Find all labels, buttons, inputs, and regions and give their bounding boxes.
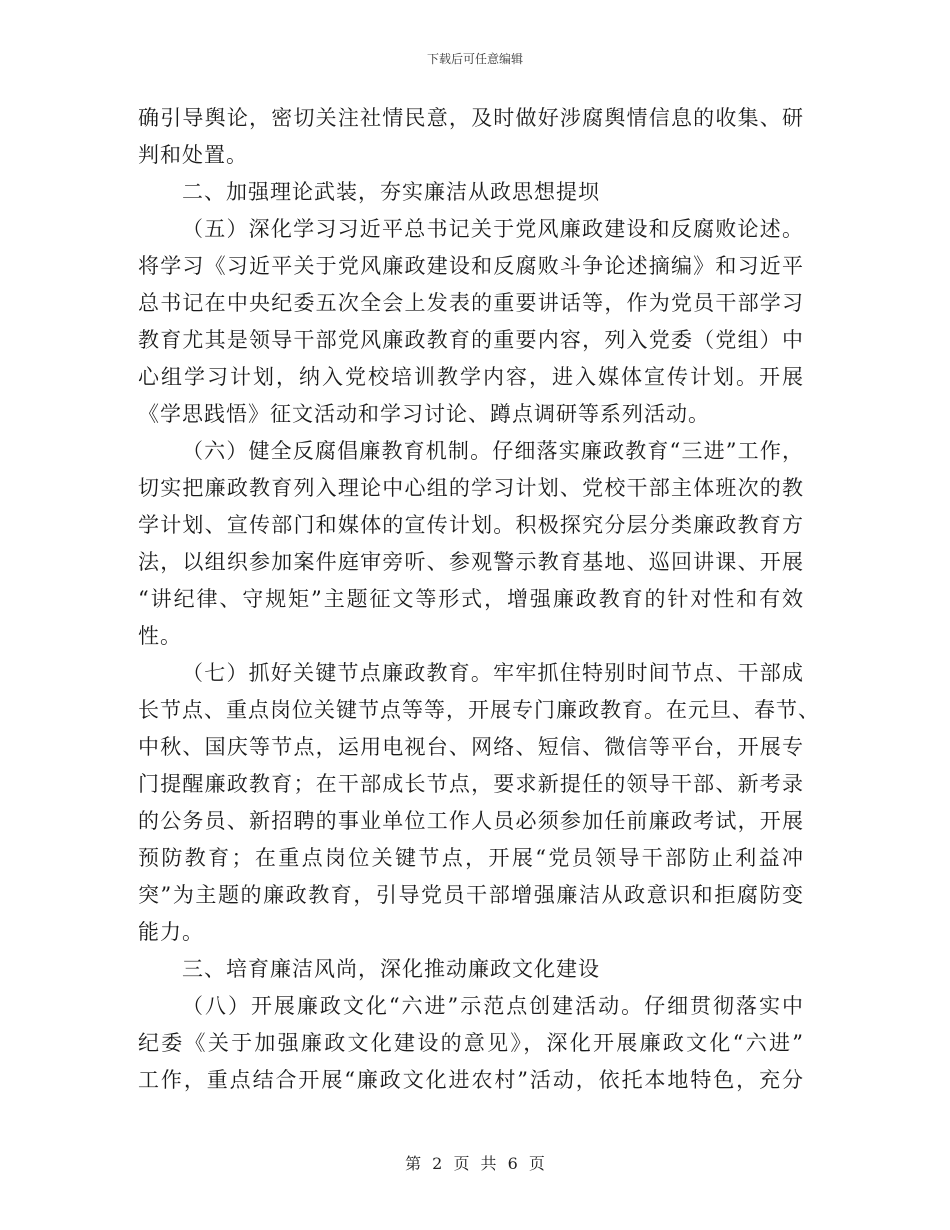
text-line: 将学习《习近平关于党风廉政建设和反腐败斗争论述摘编》和习近平 xyxy=(138,254,804,278)
text-line: 三、培育廉洁风尚，深化推动廉政文化建设 xyxy=(182,957,600,981)
page-header: 下载后可任意编辑 xyxy=(426,52,523,66)
page-number: 第 2 页 共 6 页 xyxy=(405,1154,545,1173)
text-line: 纪委《关于加强廉政文化建设的意见》，深化开展廉政文化“六进” xyxy=(138,1031,804,1055)
text-line: （五）深化学习习近平总书记关于党风廉政建设和反腐败论述。 xyxy=(182,217,804,241)
text-line: 突”为主题的廉政教育，引导党员干部增强廉洁从政意识和拒腐防变 xyxy=(138,883,804,907)
text-line: 门提醒廉政教育；在干部成长节点，要求新提任的领导干部、新考录 xyxy=(138,772,804,796)
text-line: 性。 xyxy=(138,624,182,648)
document-body xyxy=(138,100,820,1099)
text-line: 二、加强理论武装，夯实廉洁从政思想提坝 xyxy=(182,180,600,204)
text-line: 长节点、重点岗位关键节点等等，开展专门廉政教育。在元旦、春节、 xyxy=(138,698,820,722)
text-line: （八）开展廉政文化“六进”示范点创建活动。仔细贯彻落实中 xyxy=(182,994,804,1018)
text-line: （六）健全反腐倡廉教育机制。仔细落实廉政教育“三进”工作， xyxy=(182,439,804,463)
text-line: 法，以组织参加案件庭审旁听、参观警示教育基地、巡回讲课、开展 xyxy=(138,550,804,574)
text-line: 《学思践悟》征文活动和学习讨论、蹲点调研等系列活动。 xyxy=(138,402,710,426)
text-line: （七）抓好关键节点廉政教育。牢牢抓住特别时间节点、干部成 xyxy=(182,661,804,685)
text-line: 工作，重点结合开展“廉政文化进农村”活动，依托本地特色，充分 xyxy=(138,1068,804,1092)
text-line: 心组学习计划，纳入党校培训教学内容，进入媒体宣传计划。开展 xyxy=(138,365,804,389)
text-line: 教育尤其是领导干部党风廉政教育的重要内容，列入党委（党组）中 xyxy=(138,328,804,352)
text-line: 切实把廉政教育列入理论中心组的学习计划、党校干部主体班次的教 xyxy=(138,476,804,500)
text-line: 判和处置。 xyxy=(138,143,248,167)
text-line: 的公务员、新招聘的事业单位工作人员必须参加任前廉政考试，开展 xyxy=(138,809,804,833)
text-line: “讲纪律、守规矩”主题征文等形式，增强廉政教育的针对性和有效 xyxy=(138,587,804,611)
text-line: 能力。 xyxy=(138,920,204,944)
text-line: 预防教育；在重点岗位关键节点，开展“党员领导干部防止利益冲 xyxy=(138,846,804,870)
text-line: 总书记在中央纪委五次全会上发表的重要讲话等，作为党员干部学习 xyxy=(138,291,804,315)
text-line: 中秋、国庆等节点，运用电视台、网络、短信、微信等平台，开展专 xyxy=(138,735,804,759)
text-line: 学计划、宣传部门和媒体的宣传计划。积极探究分层分类廉政教育方 xyxy=(138,513,804,537)
text-line: 确引导舆论，密切关注社情民意，及时做好涉腐舆情信息的收集、研 xyxy=(138,106,804,130)
